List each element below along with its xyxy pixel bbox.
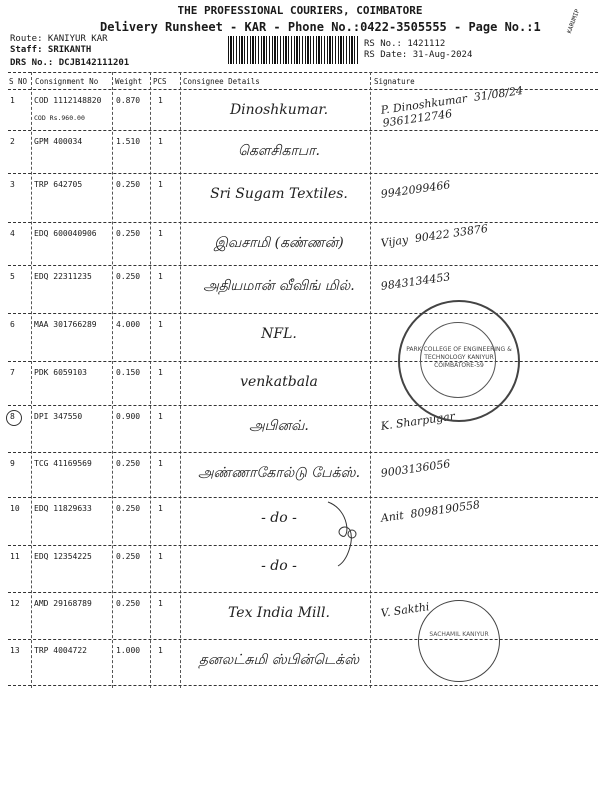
row-weight: 1.000 <box>116 646 141 655</box>
row-pcs: 1 <box>158 180 163 189</box>
row-sno: 12 <box>10 599 20 608</box>
staff-label: Staff: SRIKANTH <box>10 45 92 55</box>
row-sno: 1 <box>10 96 15 105</box>
barcode <box>228 36 360 64</box>
route-label: Route: KANIYUR KAR <box>10 34 108 44</box>
row-weight: 0.250 <box>116 272 141 281</box>
mill-stamp-text: SACHAMIL KANIYUR <box>429 631 489 638</box>
row-sno: 3 <box>10 180 15 189</box>
corner-mark: KARUMIP <box>566 8 582 35</box>
consignee-details: அதியமான் வீவிங் மில். <box>203 278 355 294</box>
row-weight: 0.250 <box>116 459 141 468</box>
row-sno: 7 <box>10 368 15 377</box>
consignee-details: கௌசிகாபா. <box>238 143 320 159</box>
consignment-number: PDK 6059103 <box>34 368 87 377</box>
rs-number: RS No.: 1421112 <box>364 39 446 49</box>
consignment-number: EDQ 600040906 <box>34 229 97 238</box>
signature: P. Dinoshkumar 31/08/24 9361212746 <box>380 83 531 130</box>
row-weight: 4.000 <box>116 320 141 329</box>
signature: V. Sakthi <box>380 600 431 620</box>
consignee-details: venkatbala <box>240 374 318 390</box>
column-header-consignment: Consignment No <box>35 77 99 86</box>
table-top-rule <box>8 72 598 73</box>
column-header-consignee: Consignee Details <box>183 77 260 86</box>
consignment-number: EDQ 22311235 <box>34 272 92 281</box>
consignment-number: DPI 347550 <box>34 412 83 421</box>
consignee-details: NFL. <box>261 326 297 342</box>
sno-circle-mark <box>6 410 22 426</box>
row-weight: 0.250 <box>116 180 141 189</box>
row-pcs: 1 <box>158 599 163 608</box>
consignee-details: அண்ணாகோல்டு பேக்ஸ். <box>197 465 361 481</box>
column-header-signature: Signature <box>374 77 415 86</box>
row-sno: 11 <box>10 552 20 561</box>
consignee-details: Sri Sugam Textiles. <box>210 186 348 202</box>
row-sno: 2 <box>10 137 15 146</box>
consignment-number: GPM 400034 <box>34 137 83 146</box>
signature: K. Sharpugar <box>380 409 456 433</box>
row-pcs: 1 <box>158 229 163 238</box>
consignee-details: - do - <box>261 510 297 526</box>
row-weight: 0.150 <box>116 368 141 377</box>
college-stamp-text: PARK COLLEGE OF ENGINEERING & TECHNOLOGY KANIYUR COIMBATORE-59 <box>406 346 512 369</box>
row-weight: 0.250 <box>116 229 141 238</box>
row-pcs: 1 <box>158 412 163 421</box>
consignment-number: MAA 301766289 <box>34 320 97 329</box>
row-weight: 0.250 <box>116 599 141 608</box>
row-sno: 6 <box>10 320 15 329</box>
runsheet-title: Delivery Runsheet - KAR - Phone No.:0422-3505555 - Page No.:1 <box>100 20 541 34</box>
row-pcs: 1 <box>158 137 163 146</box>
consignment-number: TCG 41169569 <box>34 459 92 468</box>
consignment-number: EDQ 11829633 <box>34 504 92 513</box>
row-weight: 1.510 <box>116 137 141 146</box>
consignee-details: - do - <box>261 558 297 574</box>
row-pcs: 1 <box>158 504 163 513</box>
row-pcs: 1 <box>158 368 163 377</box>
row-pcs: 1 <box>158 459 163 468</box>
row-sno: 8 <box>10 412 15 421</box>
row-pcs: 1 <box>158 272 163 281</box>
row-pcs: 1 <box>158 320 163 329</box>
consignee-details: அபினவ். <box>249 418 309 434</box>
consignment-number: COD 1112148820 <box>34 96 102 105</box>
row-separator <box>8 685 598 686</box>
cod-amount: COD Rs.960.00 <box>34 114 85 122</box>
row-pcs: 1 <box>158 646 163 655</box>
consignee-details: இவசாமி (கண்ணன்) <box>214 235 344 251</box>
signature: 9843134453 <box>380 270 452 293</box>
row-weight: 0.250 <box>116 504 141 513</box>
signature: 9942099466 <box>380 178 452 201</box>
consignee-details: Dinoshkumar. <box>229 102 329 118</box>
column-header-weight: Weight <box>115 77 143 86</box>
consignment-number: TRP 642705 <box>34 180 83 189</box>
row-sno: 4 <box>10 229 15 238</box>
column-header-pcs: PCS <box>153 77 167 86</box>
row-sno: 9 <box>10 459 15 468</box>
row-pcs: 1 <box>158 552 163 561</box>
consignment-number: EDQ 12354225 <box>34 552 92 561</box>
row-sno: 10 <box>10 504 20 513</box>
signature: Anit 8098190558 <box>380 498 481 525</box>
pen-loop-mark <box>320 500 360 570</box>
row-sno: 5 <box>10 272 15 281</box>
signature: 9003136056 <box>380 457 452 480</box>
rs-date: RS Date: 31-Aug-2024 <box>364 50 473 60</box>
drs-number: DRS No.: DCJB142111201 <box>10 58 130 68</box>
consignment-number: AMD 29168789 <box>34 599 92 608</box>
consignee-details: Tex India Mill. <box>228 605 330 621</box>
mill-stamp <box>418 600 500 682</box>
row-weight: 0.870 <box>116 96 141 105</box>
column-header-sno: S NO <box>9 77 28 86</box>
consignee-details: தனலட்சுமி ஸ்பின்டெக்ஸ் <box>198 652 360 668</box>
row-pcs: 1 <box>158 96 163 105</box>
consignment-number: TRP 4004722 <box>34 646 87 655</box>
signature: Vijay 90422 33876 <box>380 221 489 250</box>
row-weight: 0.900 <box>116 412 141 421</box>
company-title: THE PROFESSIONAL COURIERS, COIMBATORE <box>177 4 423 17</box>
college-stamp <box>398 300 520 422</box>
row-weight: 0.250 <box>116 552 141 561</box>
row-sno: 13 <box>10 646 20 655</box>
